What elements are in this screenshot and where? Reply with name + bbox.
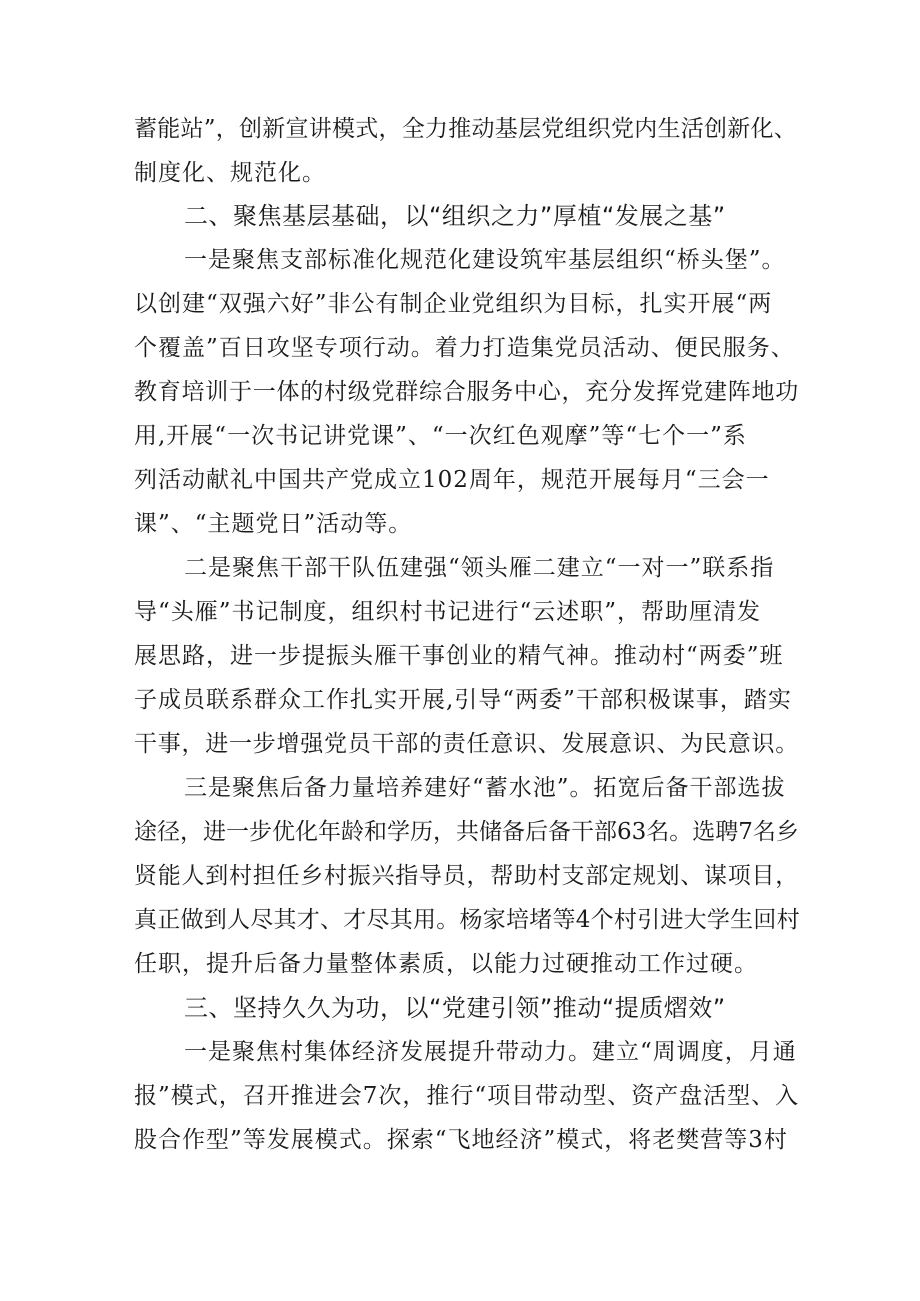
section-heading: 三、坚持久久为功，以“党建引领”推动“提质熠效” (184, 994, 726, 1022)
body-line: 展思路，进一步提振头雁干事创业的精气神。推动村“两委”班 (134, 643, 784, 669)
body-line: 贤能人到村担任乡村振兴指导员，帮助村支部定规划、谋项目， (134, 863, 799, 889)
body-line: 真正做到人尽其才、才尽其用。杨家培堵等4个村引进大学生回村 (134, 907, 800, 933)
body-line: 股合作型”等发展模式。探索“飞地经济”模式，将老樊营等3村 (134, 1127, 788, 1153)
body-line: 列活动献礼中国共产党成立102周年，规范开展每月“三会一 (134, 467, 770, 493)
body-line: 一是聚焦村集体经济发展提升带动力。建立“周调度，月通 (184, 1039, 797, 1065)
body-line: 用,开展“一次书记讲党课”、“一次红色观摩”等“七个一”系 (134, 423, 747, 449)
section-heading: 二、聚焦基层基础，以“组织之力”厚植“发展之基” (184, 202, 726, 230)
body-line: 教育培训于一体的村级党群综合服务中心，充分发挥党建阵地功 (134, 379, 799, 405)
body-line: 干事，进一步增强党员干部的责任意识、发展意识、为民意识。 (134, 731, 799, 757)
body-line: 以创建“双强六好”非公有制企业党组织为目标，扎实开展“两 (134, 291, 773, 317)
body-line: 一是聚焦支部标准化规范化建设筑牢基层组织“桥头堡”。 (184, 247, 786, 273)
body-line: 二是聚焦干部干队伍建强“领头雁二建立“一对一”联系指 (184, 555, 775, 581)
body-line: 途径，进一步优化年龄和学历，共储备后备干部63名。选聘7名乡 (134, 819, 799, 845)
body-line: 三是聚焦后备力量培养建好“蓄水池”。拓宽后备干部选拔 (184, 775, 786, 801)
body-line: 课”、“主题党日”活动等。 (134, 511, 413, 537)
body-line: 任职，提升后备力量整体素质，以能力过硬推动工作过硬。 (134, 951, 758, 977)
body-line: 个覆盖”百日攻坚专项行动。着力打造集党员活动、便民服务、 (134, 335, 795, 361)
body-line: 子成员联系群众工作扎实开展,引导“两委”干部积极谋事，踏实 (134, 687, 792, 713)
body-line: 报”模式，召开推进会7次，推行“项目带动型、资产盘活型、入 (134, 1083, 800, 1109)
body-line: 制度化、规范化。 (134, 160, 326, 186)
body-line: 蓄能站”，创新宣讲模式，全力推动基层党组织党内生活创新化、 (134, 116, 798, 142)
body-line: 导“头雁”书记制度，组织村书记进行“云述职”，帮助厘清发 (134, 599, 762, 625)
